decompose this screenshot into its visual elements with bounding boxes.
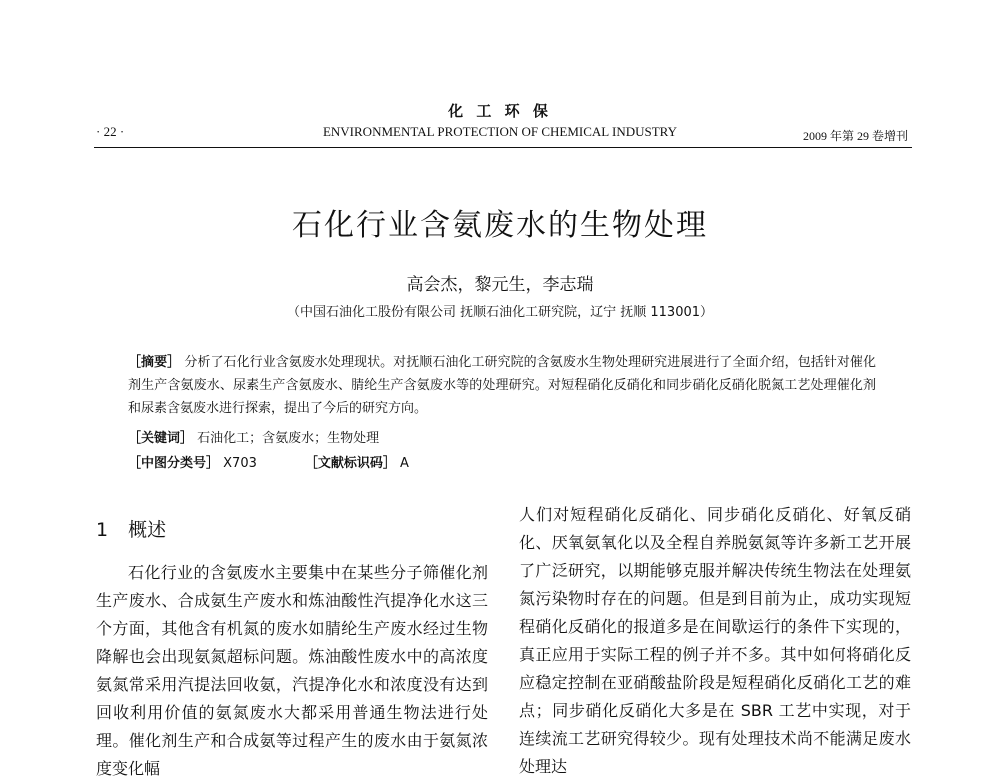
doc-code-value: A	[400, 456, 409, 471]
keywords-label: ［关键词］	[128, 431, 194, 446]
section-heading	[96, 515, 166, 542]
body-column-left	[96, 559, 488, 778]
abstract-text: 分析了石化行业含氨废水处理现状。对抚顺石油化工研究院的含氨废水生物处理研究进展进行了全面介绍，包括针对催化剂生产含氨废水、尿素生产含氨废水、腈纶生产含氨废水等的处理研究。对短程硝化反硝化和同步硝化反硝化脱氮工艺处理催化剂和尿素含氨废水进行探索，提出了今后的研究方向。	[128, 355, 876, 416]
abstract	[128, 351, 876, 420]
journal-title-cn: 化 工 环 保	[448, 102, 552, 120]
affiliation: （中国石油化工股份有限公司 抚顺石油化工研究院，辽宁 抚顺 113001）	[286, 305, 714, 320]
keywords-text: 石油化工；含氨废水；生物处理	[197, 431, 380, 446]
authors: 高会杰，黎元生，李志瑞	[406, 275, 594, 295]
doc-code-label: ［文献标识码］	[304, 456, 396, 471]
body-paragraph: 人们对短程硝化反硝化、同步硝化反硝化、好氧反硝化、厌氧氨氧化以及全程自养脱氨氮等许多新工艺开展了广泛研究，以期能够克服并解决传统生物法在处理氨氮污染物时存在的问题。但是到目前为止，成功实现短程硝化反硝化的报道多是在间歇运行的条件下实现的，真正应用于实际工程的例子并不多。其中如何将硝化反应稳定控制在亚硝酸盐阶段是短程硝化反硝化工艺的难点；同步硝化反硝化大多是在 SBR 工艺中实现，对于连续流工艺研究得较少。现有处理技术尚不能满足废水处理达	[519, 505, 911, 776]
clc-value: X703	[223, 456, 257, 471]
clc-label: ［中图分类号］	[128, 456, 220, 471]
issue-info: 2009 年第 29 卷增刊	[802, 129, 908, 143]
header-divider	[94, 147, 912, 148]
body-paragraph: 石化行业的含氨废水主要集中在某些分子筛催化剂生产废水、合成氨生产废水和炼油酸性汽提净化水这三个方面，其他含有机氮的废水如腈纶生产废水经过生物降解也会出现氨氮超标问题。炼油酸性废水中的高浓度氨氮常采用汽提法回收氨，汽提净化水和浓度没有达到回收利用价值的氨氮废水大都采用普通生物法进行处理。催化剂生产和合成氨等过程产生的废水由于氨氮浓度变化幅	[96, 563, 488, 778]
classification	[128, 452, 409, 471]
journal-title-en: ENVIRONMENTAL PROTECTION OF CHEMICAL INDUSTRY	[322, 124, 678, 139]
section-title: 概述	[128, 519, 167, 541]
section-number: 1	[96, 519, 109, 541]
keywords	[128, 427, 379, 446]
article-title: 石化行业含氨废水的生物处理	[292, 208, 708, 243]
page-number: · 22 ·	[96, 124, 125, 139]
body-column-right	[519, 501, 911, 776]
abstract-label: ［摘要］	[128, 355, 181, 370]
